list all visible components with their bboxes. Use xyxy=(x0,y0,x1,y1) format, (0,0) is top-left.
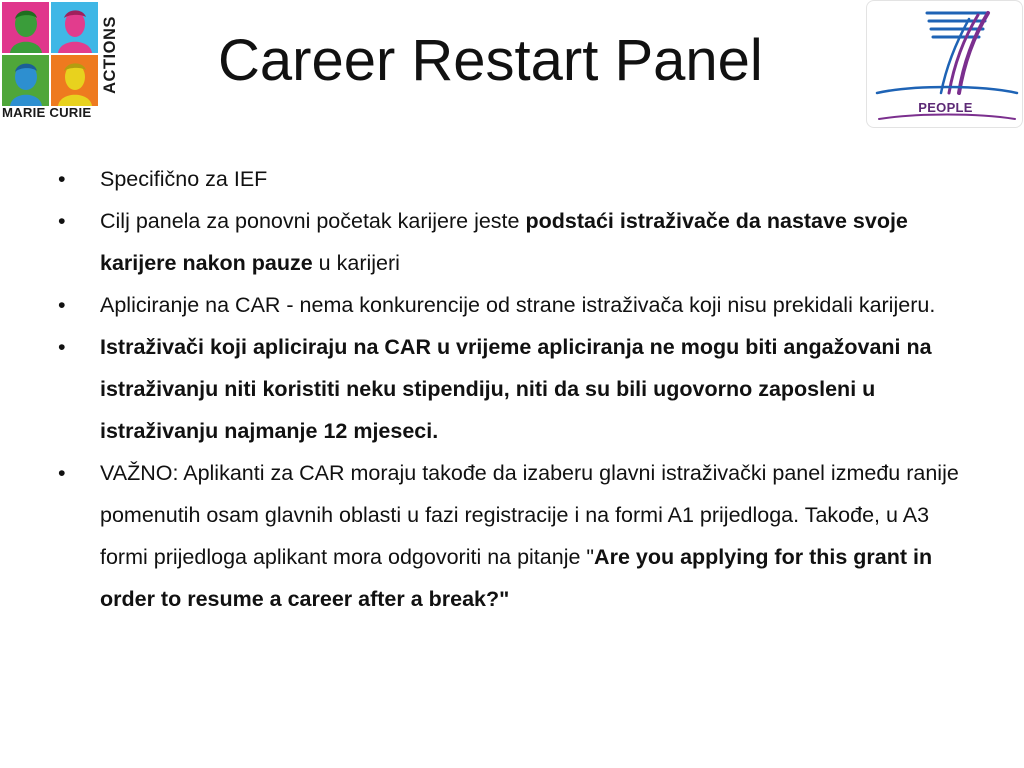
bullet-text xyxy=(100,167,267,191)
bullet-text-bold-run: Istraživači koji apliciraju na CAR u vrijeme apliciranja ne mogu biti angažovani na istraživanju niti koristiti neku stipendiju, niti da su bili ugovorno zaposleni u istraživanju najmanje 12 mjeseci. xyxy=(100,335,932,443)
portrait-tile-green xyxy=(2,55,49,106)
portrait-tile-cyan xyxy=(51,2,98,53)
bullet-text-run: Cilj panela za ponovni početak karijere jeste xyxy=(100,209,526,233)
bullet-text-run: VAŽNO: Aplikanti za CAR moraju takođe da izaberu glavni istraživački panel između ranije pomenutih osam glavnih oblasti u fazi registracije i na formi A1 prijedloga. Takođe, u A3 formi prijedloga aplikant mora odgovoriti na pitanje " xyxy=(100,461,959,569)
bullet-text xyxy=(100,335,932,443)
bullet-item xyxy=(58,200,978,284)
bullet-marker: • xyxy=(58,167,66,191)
portrait-tile-orange xyxy=(51,55,98,106)
bullet-text-bold-run: podstaći istraživače da nastave svoje karijere nakon pauze xyxy=(100,209,908,275)
actions-label: ACTIONS xyxy=(101,16,119,94)
bullet-text xyxy=(100,293,935,317)
bullet-marker: • xyxy=(58,209,66,233)
bullet-text xyxy=(100,461,959,611)
page-title: Career Restart Panel xyxy=(218,28,763,93)
bullet-marker: • xyxy=(58,293,66,317)
portrait-tile-pink xyxy=(2,2,49,53)
fp7-people-logo xyxy=(866,0,1023,128)
people-label: PEOPLE xyxy=(918,100,973,115)
bullet-item xyxy=(58,326,978,452)
marie-curie-portrait-grid xyxy=(2,2,98,108)
bullet-marker: • xyxy=(58,461,66,485)
bullet-text xyxy=(100,209,908,275)
bullet-text-run: Apliciranje na CAR - nema konkurencije od strane istraživača koji nisu prekidali karijeru. xyxy=(100,293,936,317)
bullet-item xyxy=(58,158,978,200)
bullet-marker: • xyxy=(58,335,66,359)
marie-curie-label: MARIE CURIE xyxy=(2,105,92,120)
bullet-list xyxy=(58,158,978,620)
marie-curie-actions-logo xyxy=(2,2,124,120)
bullet-text-run: u karijeri xyxy=(312,251,400,275)
bullet-item xyxy=(58,452,978,620)
actions-vertical-text xyxy=(98,2,122,108)
bullet-text-run: Specifično za IEF xyxy=(100,167,268,191)
bullet-item xyxy=(58,284,978,326)
bullet-text-bold-run: Are you applying for this grant in order to resume a career after a break?" xyxy=(100,545,933,611)
